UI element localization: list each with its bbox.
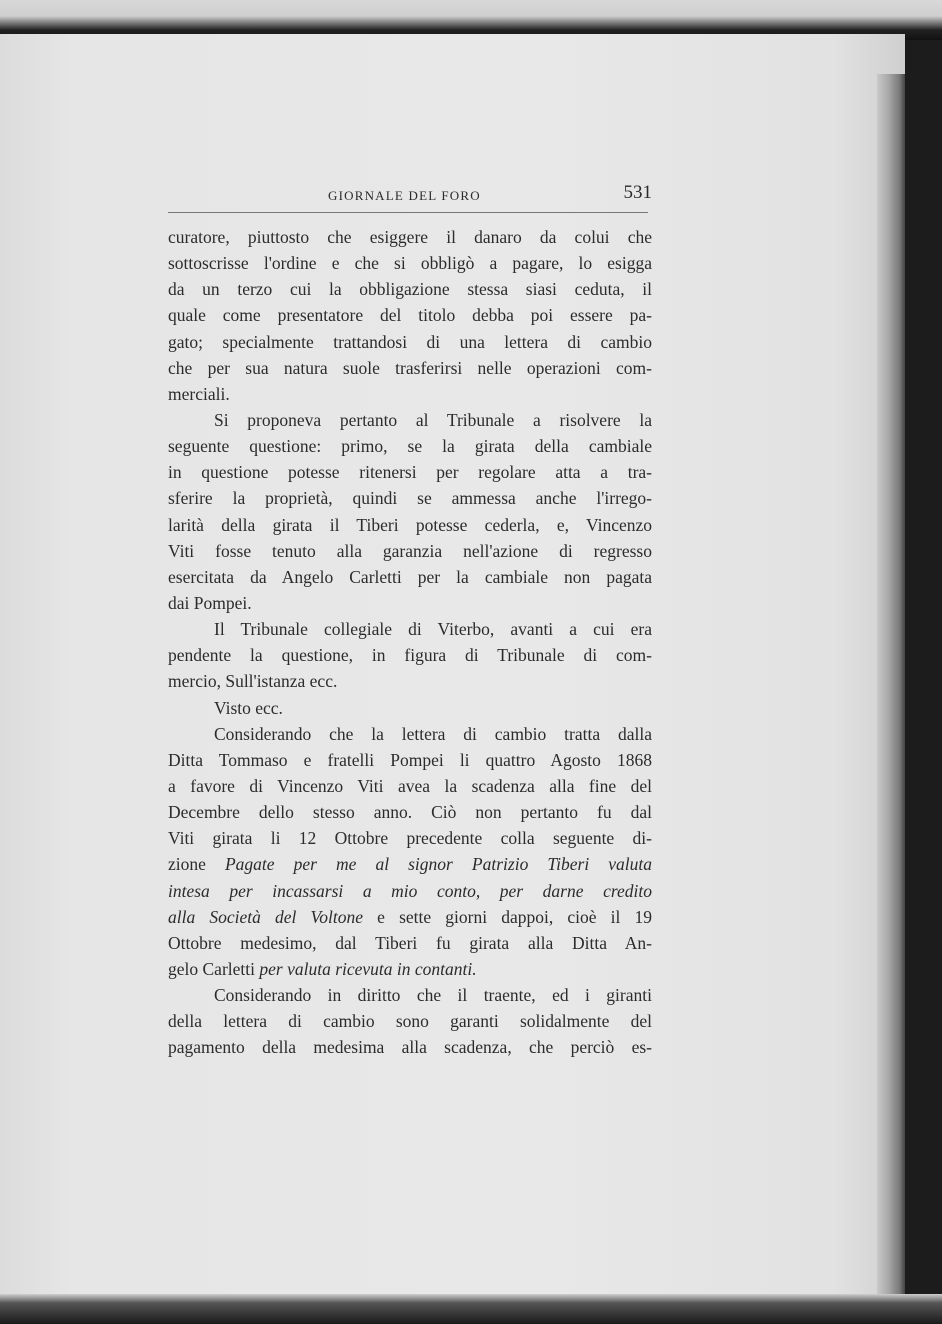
text-line: Viti fosse tenuto alla garanzia nell'azione di regresso bbox=[168, 540, 652, 561]
text-line: merciali. bbox=[168, 383, 230, 404]
text-line: a favore di Vincenzo Viti avea la scadenza alla fine del bbox=[168, 775, 652, 796]
text-segment: zione bbox=[168, 854, 206, 875]
text-line bbox=[168, 956, 652, 982]
text-line: pagamento della medesima alla scadenza, che perciò es- bbox=[168, 1037, 652, 1058]
text-line: Considerando che la lettera di cambio tratta dalla bbox=[214, 723, 652, 744]
header-rule bbox=[168, 212, 648, 213]
text-line: Viti girata li 12 Ottobre precedente colla seguente di- bbox=[168, 828, 652, 849]
text-line: Si proponeva pertanto al Tribunale a risolvere la bbox=[214, 409, 652, 430]
text-line: sottoscrisse l'ordine e che si obbligò a pagare, lo esigga bbox=[168, 253, 652, 274]
page-edge-shadow bbox=[877, 74, 905, 1324]
text-line: Considerando in diritto che il traente, ed i giranti bbox=[214, 985, 652, 1006]
text-line: Ditta Tommaso e fratelli Pompei li quattro Agosto 1868 bbox=[168, 749, 652, 770]
text-line: Visto ecc. bbox=[214, 697, 283, 718]
text-line: dai Pompei. bbox=[168, 592, 252, 613]
text-line: della lettera di cambio sono garanti solidalmente del bbox=[168, 1011, 652, 1032]
text-line: curatore, piuttosto che esiggere il danaro da colui che bbox=[168, 227, 652, 247]
text-line: Decembre dello stesso anno. Ciò non pertanto fu dal bbox=[168, 802, 652, 823]
italic-segment: alla Società del Voltone bbox=[168, 906, 364, 927]
scan-bottom-border bbox=[0, 1294, 942, 1324]
text-line: quale come presentatore del titolo debba poi essere pa- bbox=[168, 305, 652, 326]
text-line: seguente questione: primo, se la girata della cambiale bbox=[168, 436, 652, 457]
text-line: che per sua natura suole trasferirsi nelle operazioni com- bbox=[168, 357, 652, 378]
text-line: pendente la questione, in figura di Tribunale di com- bbox=[168, 645, 652, 666]
page-header bbox=[168, 180, 652, 208]
text-line: esercitata da Angelo Carletti per la cambiale non pagata bbox=[168, 566, 652, 587]
text-line: mercio, Sull'istanza ecc. bbox=[168, 671, 338, 692]
running-head: GIORNALE DEL FORO bbox=[328, 188, 481, 203]
text-line: da un terzo cui la obbligazione stessa siasi ceduta, il bbox=[168, 279, 652, 300]
text-line: sferire la proprietà, quindi se ammessa anche l'irrego- bbox=[168, 488, 652, 509]
page-number: 531 bbox=[623, 182, 652, 203]
italic-segment: per valuta ricevuta in contanti. bbox=[259, 958, 477, 979]
text-line: intesa per incassarsi a mio conto, per darne credito bbox=[168, 880, 652, 901]
text-line: Il Tribunale collegiale di Viterbo, avanti a cui era bbox=[214, 619, 652, 640]
text-line: gato; specialmente trattandosi di una lettera di cambio bbox=[168, 331, 652, 352]
text-line: larità della girata il Tiberi potesse cederla, e, Vincenzo bbox=[168, 514, 652, 535]
text-line: Ottobre medesimo, dal Tiberi fu girata alla Ditta An- bbox=[168, 932, 652, 953]
text-segment: gelo Carletti bbox=[168, 958, 255, 979]
text-line bbox=[168, 851, 652, 877]
text-line: in questione potesse ritenersi per regolare atta a tra- bbox=[168, 462, 652, 483]
text-segment: e sette giorni dappoi, cioè il 19 bbox=[377, 906, 652, 927]
text-line bbox=[168, 904, 652, 930]
body-text bbox=[168, 224, 652, 1061]
italic-segment: Pagate per me al signor Patrizio Tiberi valuta bbox=[224, 854, 652, 875]
